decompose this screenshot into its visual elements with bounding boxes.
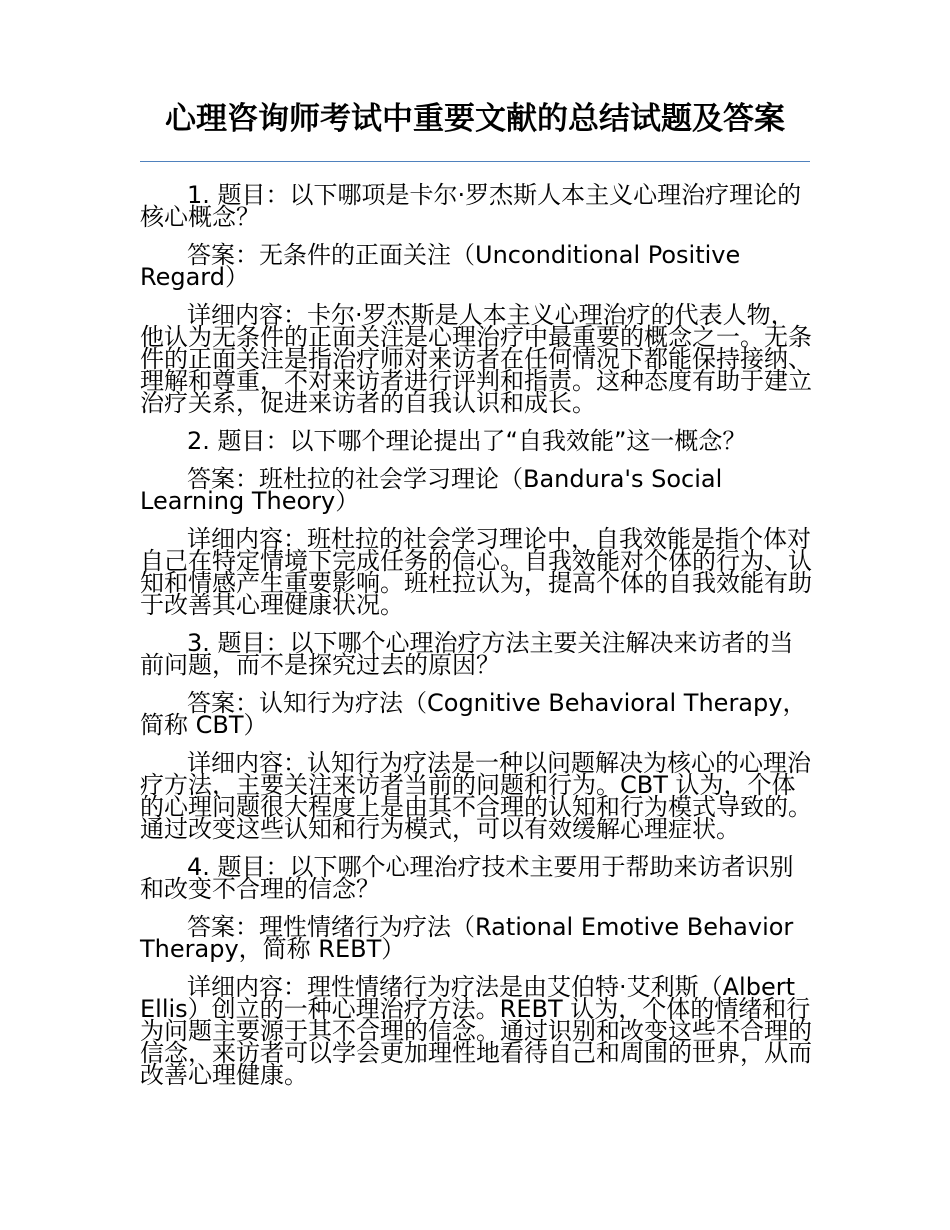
answer-1: 答案：无条件的正面关注（Unconditional Positive Regard） (140, 241, 741, 291)
detail-3: 详细内容：认知行为疗法是一种以问题解决为核心的心理治疗方法，主要关注来访者当前的问题和行为。CBT 认为，个体的心理问题很大程度上是由其不合理的认知和行为模式导致的。通过改变这些认知和行为模式，可以有效缓解心理症状。 (140, 749, 812, 843)
question-4: 4. 题目：以下哪个心理治疗技术主要用于帮助来访者识别和改变不合理的信念？ (140, 853, 794, 903)
answer-2: 答案：班杜拉的社会学习理论（Bandura's Social Learning Theory） (140, 465, 723, 515)
answer-4: 答案：理性情绪行为疗法（Rational Emotive Behavior Therapy，简称 REBT） (140, 913, 794, 963)
detail-4: 详细内容：理性情绪行为疗法是由艾伯特·艾利斯（Albert Ellis）创立的一种心理治疗方法。REBT 认为，个体的情绪和行为问题主要源于其不合理的信念。通过识别和改变这些不合理的信念，来访者可以学会更加理性地看待自己和周围的世界，从而改善心理健康。 (140, 973, 812, 1089)
detail-2: 详细内容：班杜拉的社会学习理论中，自我效能是指个体对自己在特定情境下完成任务的信心。自我效能对个体的行为、认知和情感产生重要影响。班杜拉认为，提高个体的自我效能有助于改善其心理健康状况。 (140, 525, 812, 619)
question-3: 3. 题目：以下哪个心理治疗方法主要关注解决来访者的当前问题，而不是探究过去的原因？ (140, 629, 794, 679)
document-body (140, 181, 812, 1102)
document-title: 心理咨询师考试中重要文献的总结试题及答案 (165, 101, 785, 137)
question-2: 2. 题目：以下哪个理论提出了“自我效能”这一概念？ (187, 427, 747, 455)
title-underline (140, 161, 810, 162)
detail-1: 详细内容：卡尔·罗杰斯是人本主义心理治疗的代表人物，他认为无条件的正面关注是心理治疗中最重要的概念之一。无条件的正面关注是指治疗师对来访者在任何情况下都能保持接纳、理解和尊重，不对来访者进行评判和指责。这种态度有助于建立治疗关系，促进来访者的自我认识和成长。 (140, 301, 812, 417)
question-1: 1. 题目：以下哪项是卡尔·罗杰斯人本主义心理治疗理论的核心概念？ (140, 181, 802, 231)
answer-3: 答案：认知行为疗法（Cognitive Behavioral Therapy，简称 CBT） (140, 689, 807, 739)
